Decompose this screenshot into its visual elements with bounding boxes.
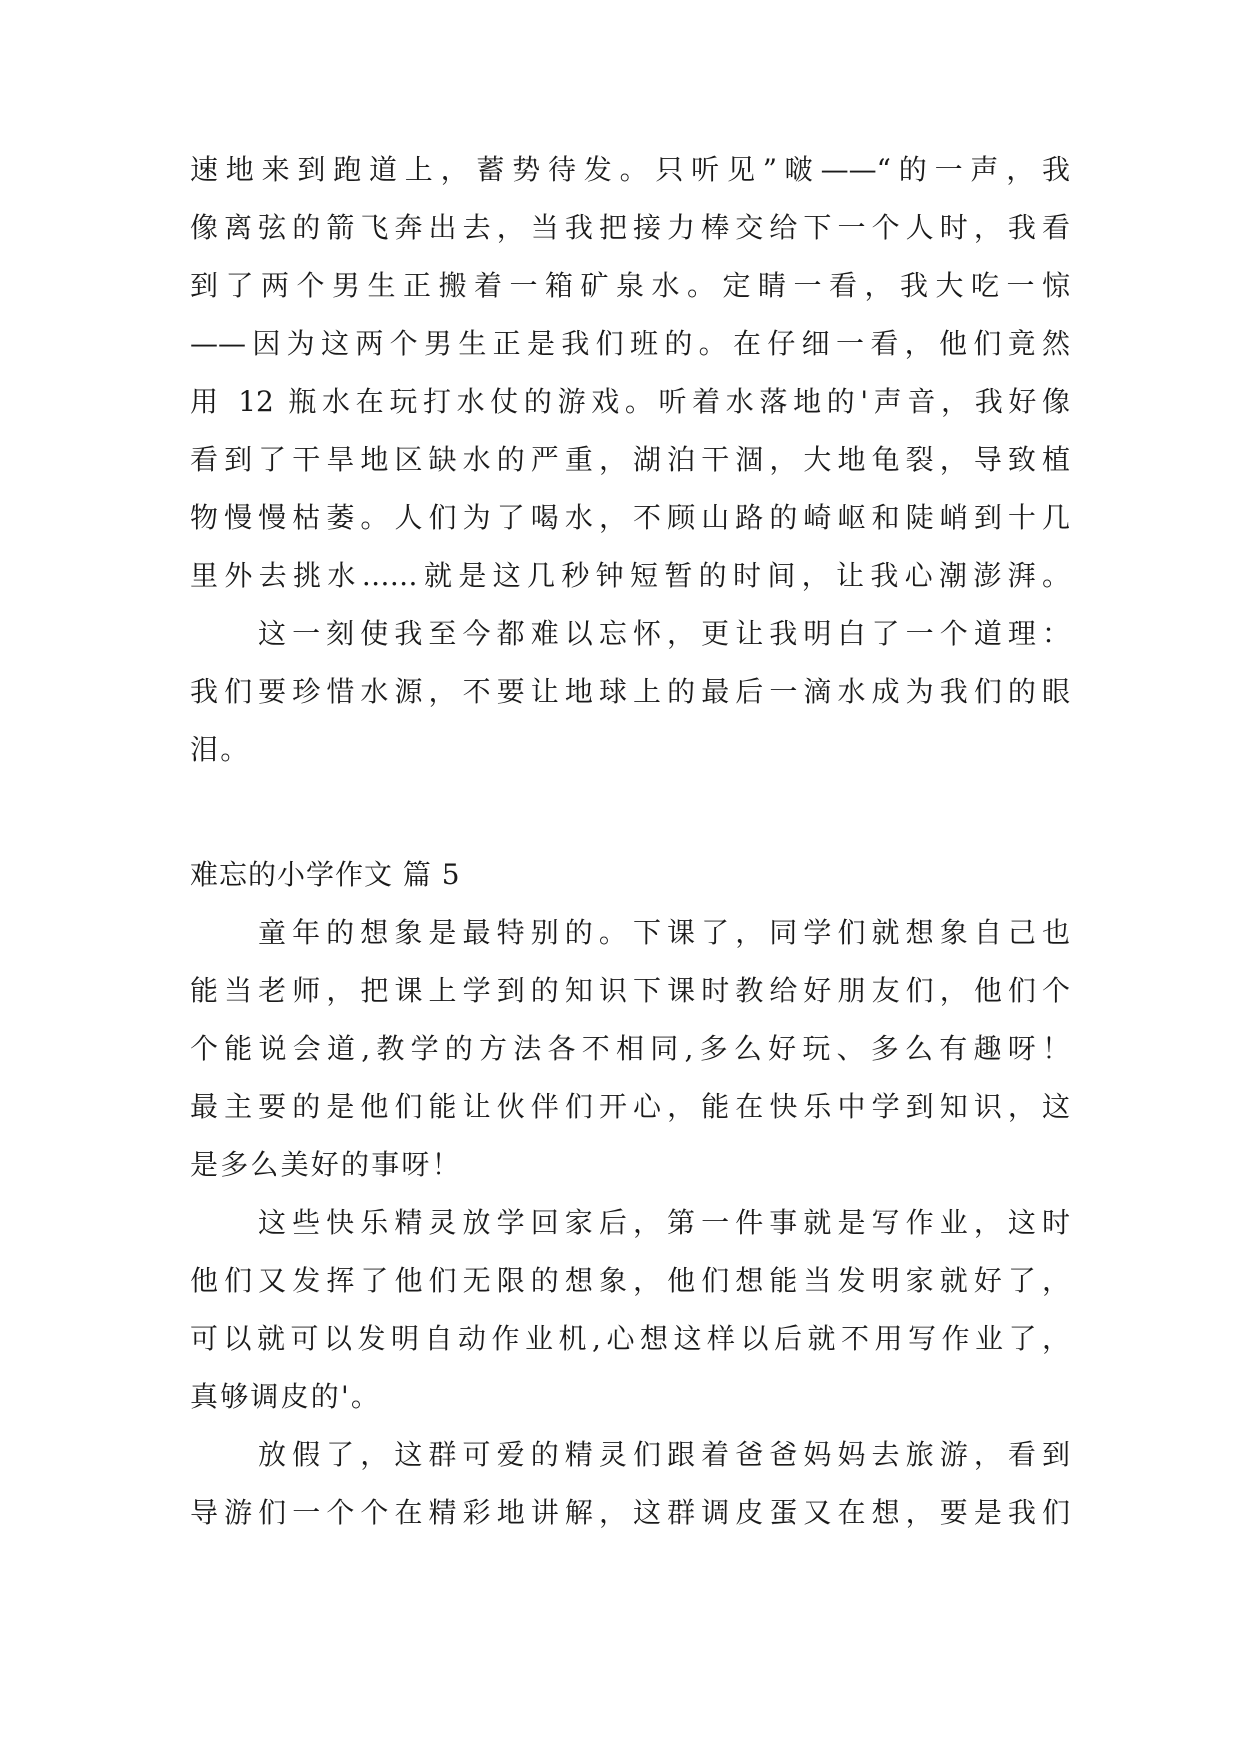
text-line: 个能说会道,教学的方法各不相同,多么好玩、多么有趣呀！ (190, 1032, 1070, 1065)
section-heading: 难忘的小学作文 篇 5 (190, 858, 461, 891)
text-line: 用 12 瓶水在玩打水仗的游戏。听着水落地的'声音，我好像 (190, 385, 1070, 418)
text-line: 导游们一个个在精彩地讲解，这群调皮蛋又在想，要是我们 (190, 1496, 1070, 1529)
text-line: 是多么美好的事呀！ (190, 1148, 462, 1181)
text-line: 像离弦的箭飞奔出去，当我把接力棒交给下一个人时，我看 (190, 211, 1070, 244)
text-line: 速地来到跑道上，蓄势待发。只听见”啵——“的一声，我 (190, 153, 1070, 186)
text-line: 他们又发挥了他们无限的想象，他们想能当发明家就好了， (190, 1264, 1070, 1297)
paragraph-first-line: 童年的想象是最特别的。下课了，同学们就想象自己也 (258, 916, 1070, 949)
paragraph-first-line: 这些快乐精灵放学回家后，第一件事就是写作业，这时 (258, 1206, 1070, 1239)
text-line: 到了两个男生正搬着一箱矿泉水。定睛一看，我大吃一惊 (190, 269, 1070, 302)
text-line: 物慢慢枯萎。人们为了喝水，不顾山路的崎岖和陡峭到十几 (190, 501, 1070, 534)
text-line: 能当老师，把课上学到的知识下课时教给好朋友们，他们个 (190, 974, 1070, 1007)
text-line: 最主要的是他们能让伙伴们开心，能在快乐中学到知识，这 (190, 1090, 1070, 1123)
text-line: 泪。 (190, 733, 251, 766)
text-line: 可以就可以发明自动作业机,心想这样以后就不用写作业了， (190, 1322, 1070, 1355)
text-line: 里外去挑水……就是这几秒钟短暂的时间，让我心潮澎湃。 (190, 559, 1070, 592)
text-line: 真够调皮的'。 (190, 1380, 382, 1413)
paragraph-first-line: 这一刻使我至今都难以忘怀，更让我明白了一个道理： (258, 617, 1070, 650)
text-line: 我们要珍惜水源，不要让地球上的最后一滴水成为我们的眼 (190, 675, 1070, 708)
text-line: 看到了干旱地区缺水的严重，湖泊干涸，大地龟裂，导致植 (190, 443, 1070, 476)
paragraph-first-line: 放假了，这群可爱的精灵们跟着爸爸妈妈去旅游，看到 (258, 1438, 1070, 1471)
text-line: ——因为这两个男生正是我们班的。在仔细一看，他们竟然 (190, 327, 1070, 360)
